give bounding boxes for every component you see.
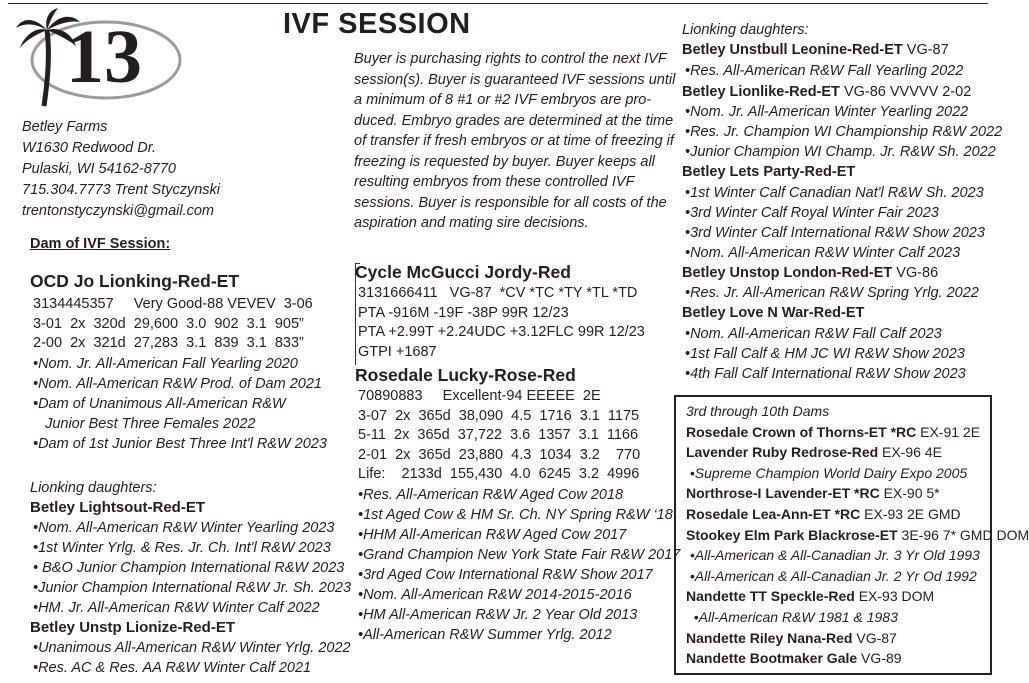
ancestor-line: Northrose-I Lavender-ET *RC EX-90 5* bbox=[686, 485, 940, 502]
honor-line: •Dam of 1st Junior Best Three Int'l R&W 2023 bbox=[33, 435, 327, 452]
honor-line: •HM. Jr. All-American R&W Winter Calf 2022 bbox=[33, 600, 320, 616]
description-line: Buyer is purchasing rights to control the next IVF bbox=[354, 51, 667, 67]
ancestor-line: Nandette TT Speckle-Red EX-93 DOM bbox=[686, 588, 935, 605]
daughter-name: Betley Unstp Lionize-Red-ET bbox=[30, 619, 236, 636]
contact-block bbox=[22, 117, 220, 222]
record-line: 3134445357 Very Good-88 VEVEV 3-06 bbox=[33, 296, 313, 312]
honor-line: •Res. AC & Res. AA R&W Winter Calf 2021 bbox=[33, 660, 312, 676]
daughters-heading: Lionking daughters: bbox=[30, 480, 157, 496]
description-line: sessions. Buyer is responsible for all costs of the bbox=[354, 194, 667, 211]
honor-line: •Nom. All-American R&W Winter Yearling 2023 bbox=[33, 520, 335, 536]
sire-bracket bbox=[355, 263, 356, 365]
daughter-name: Betley Lightsout-Red-ET bbox=[30, 499, 205, 516]
honor-line: •Res. All-American R&W Aged Cow 2018 bbox=[358, 486, 624, 503]
honor-line: •4th Fall Calf International R&W Show 2023 bbox=[685, 365, 966, 382]
daughter-name: Betley Unstbull Leonine-Red-ET VG-87 bbox=[682, 42, 949, 58]
honor-line: •3rd Aged Cow International R&W Show 2017 bbox=[358, 566, 653, 583]
honor-line: •1st Winter Yrlg. & Res. Jr. Ch. Int'l R&W 2023 bbox=[33, 540, 331, 556]
description-line: duced. Embryo grades are determined at the time bbox=[354, 112, 674, 129]
ancestor-line: Stookey Elm Park Blackrose-ET 3E-96 7* GMD DOM bbox=[686, 526, 1029, 543]
ancestor-line: Lavender Ruby Redrose-Red EX-96 4E bbox=[686, 444, 942, 461]
honor-line: Junior Best Three Females 2022 bbox=[33, 415, 256, 432]
top-rule bbox=[8, 3, 988, 4]
daughter-name: Betley Unstop London-Red-ET VG-86 bbox=[682, 264, 939, 281]
honor-line: •Nom. All-American R&W Winter Calf 2023 bbox=[685, 244, 961, 261]
dam-heading: Dam of IVF Session: bbox=[30, 236, 171, 252]
lot-logo bbox=[14, 8, 184, 108]
daughters-left bbox=[30, 478, 351, 678]
record-line: 2-00 2x 321d 27,283 3.1 839 3.1 833” bbox=[33, 335, 304, 352]
honor-line: •Junior Champion International R&W Jr. Sh. 2023 bbox=[33, 580, 352, 596]
honor-line: •Nom. All-American R&W Prod. of Dam 2021 bbox=[33, 375, 322, 392]
honor-line: •Junior Champion WI Champ. Jr. R&W Sh. 2022 bbox=[685, 144, 996, 160]
box-heading: 3rd through 10th Dams bbox=[686, 403, 830, 419]
ancestor-line: Rosedale Lea-Ann-ET *RC EX-93 2E GMD bbox=[686, 505, 961, 522]
daughter-name: Betley Lets Party-Red-ET bbox=[682, 164, 856, 180]
description-line: of transfer if fresh embryos or at time of freezing if bbox=[354, 133, 674, 149]
description bbox=[354, 49, 676, 234]
granddam-info bbox=[358, 387, 680, 645]
honor-line: •Nom. All-American R&W Fall Calf 2023 bbox=[685, 325, 942, 342]
honor-line: •Dam of Unanimous All-American R&W bbox=[33, 395, 286, 412]
record-line: Life: 2133d 155,430 4.0 6245 3.2 4996 bbox=[358, 466, 640, 483]
ancestor-line: Nandette Bootmaker Gale VG-89 bbox=[686, 650, 902, 667]
sire-line: PTA +2.99T +2.24UDC +3.12FLC 99R 12/23 bbox=[358, 324, 645, 341]
granddam-name: Rosedale Lucky-Rose-Red bbox=[355, 365, 576, 385]
daughter-name: Betley Lionlike-Red-ET VG-86 VVVVV 2-02 bbox=[682, 83, 972, 100]
contact-line: Pulaski, WI 54162-8770 bbox=[22, 161, 176, 177]
daughters-right bbox=[682, 20, 1002, 384]
record-line: 70890883 Excellent-94 EEEEE 2E bbox=[358, 388, 601, 404]
sire-line: GTPI +1687 bbox=[358, 343, 437, 360]
page-title: IVF SESSION bbox=[283, 8, 471, 40]
honor-line: •Res. Jr. Champion WI Championship R&W 2022 bbox=[685, 124, 1003, 140]
dam-name: OCD Jo Lionking-Red-ET bbox=[30, 271, 240, 291]
lot-number: 13 bbox=[66, 15, 142, 99]
contact-line: Betley Farms bbox=[22, 119, 108, 135]
honor-line: •Res. Jr. All-American R&W Spring Yrlg. 2022 bbox=[685, 285, 979, 301]
honor-line: •1st Winter Calf Canadian Nat'l R&W Sh. 2023 bbox=[685, 184, 984, 201]
ancestor-line: Rosedale Crown of Thorns-ET *RC EX-91 2E bbox=[686, 423, 981, 440]
ancestor-note: •Supreme Champion World Dairy Expo 2005 bbox=[686, 464, 968, 481]
description-line: session(s). Buyer is guaranteed IVF sessions until bbox=[354, 71, 676, 88]
ancestor-note: •All-American & All-Canadian Jr. 3 Yr Old 1993 bbox=[686, 547, 980, 564]
honor-line: •1st Aged Cow & HM Sr. Ch. NY Spring R&W ‘18 bbox=[358, 506, 673, 523]
description-line: freezing is requested by buyer. Buyer keeps all bbox=[354, 153, 655, 170]
honor-line: •HHM All-American R&W Aged Cow 2017 bbox=[358, 526, 627, 543]
honor-line: •Nom. All-American R&W 2014-2015-2016 bbox=[358, 586, 632, 603]
description-line: aspiration and mating sire decisions. bbox=[354, 215, 589, 231]
honor-line: •1st Fall Calf & HM JC WI R&W Show 2023 bbox=[685, 345, 965, 362]
description-line: a minimum of 8 #1 or #2 IVF embryos are pro- bbox=[354, 92, 652, 108]
record-line: 3-07 2x 365d 38,090 4.5 1716 3.1 1175 bbox=[358, 407, 640, 424]
record-line: 5-11 2x 365d 37,722 3.6 1357 3.1 1166 bbox=[358, 427, 639, 444]
record-line: 3-01 2x 320d 29,600 3.0 902 3.1 905” bbox=[33, 315, 304, 332]
honor-line: •Nom. Jr. All-American Fall Yearling 2020 bbox=[33, 355, 298, 372]
ancestor-note: •All-American R&W 1981 & 1983 bbox=[686, 608, 898, 625]
ancestry-box bbox=[674, 395, 1029, 675]
description-line: resulting embryos from these controlled IVF bbox=[354, 174, 635, 190]
sire-line: 3131666411 VG-87 *CV *TC *TY *TL *TD bbox=[358, 285, 638, 301]
honor-line: •Nom. Jr. All-American Winter Yearling 2022 bbox=[685, 104, 969, 120]
contact-line: 715.304.7773 Trent Styczynski bbox=[22, 182, 221, 198]
honor-line: • B&O Junior Champion International R&W 2023 bbox=[33, 560, 345, 576]
dam-records bbox=[33, 295, 327, 454]
daughters-heading: Lionking daughters: bbox=[682, 22, 809, 38]
ancestor-note: •All-American & All-Canadian Jr. 2 Yr Od 1992 bbox=[686, 567, 977, 584]
ancestor-line: Nandette Riley Nana-Red VG-87 bbox=[686, 629, 897, 646]
honor-line: •HM All-American R&W Jr. 2 Year Old 2013 bbox=[358, 606, 638, 623]
record-line: 2-01 2x 365d 23,880 4.3 1034 3.2 770 bbox=[358, 446, 641, 463]
honor-line: •Grand Champion New York State Fair R&W 2017 bbox=[358, 546, 681, 563]
sire-bracket-top bbox=[355, 263, 360, 264]
honor-line: •Unanimous All-American R&W Winter Yrlg. 2022 bbox=[33, 640, 351, 656]
sire-line: PTA -916M -19F -38P 99R 12/23 bbox=[358, 304, 569, 321]
honor-line: •Res. All-American R&W Fall Yearling 2022 bbox=[685, 62, 964, 79]
contact-line: trentonstyczynski@gmail.com bbox=[22, 203, 214, 219]
contact-line: W1630 Redwood Dr. bbox=[22, 140, 157, 156]
daughter-name: Betley Love N War-Red-ET bbox=[682, 305, 865, 321]
honor-line: •All-American R&W Summer Yrlg. 2012 bbox=[358, 626, 612, 643]
sire-info bbox=[358, 284, 645, 362]
sire-name: Cycle McGucci Jordy-Red bbox=[355, 262, 571, 282]
honor-line: •3rd Winter Calf Royal Winter Fair 2023 bbox=[685, 204, 939, 221]
honor-line: •3rd Winter Calf International R&W Show 2023 bbox=[685, 224, 985, 241]
